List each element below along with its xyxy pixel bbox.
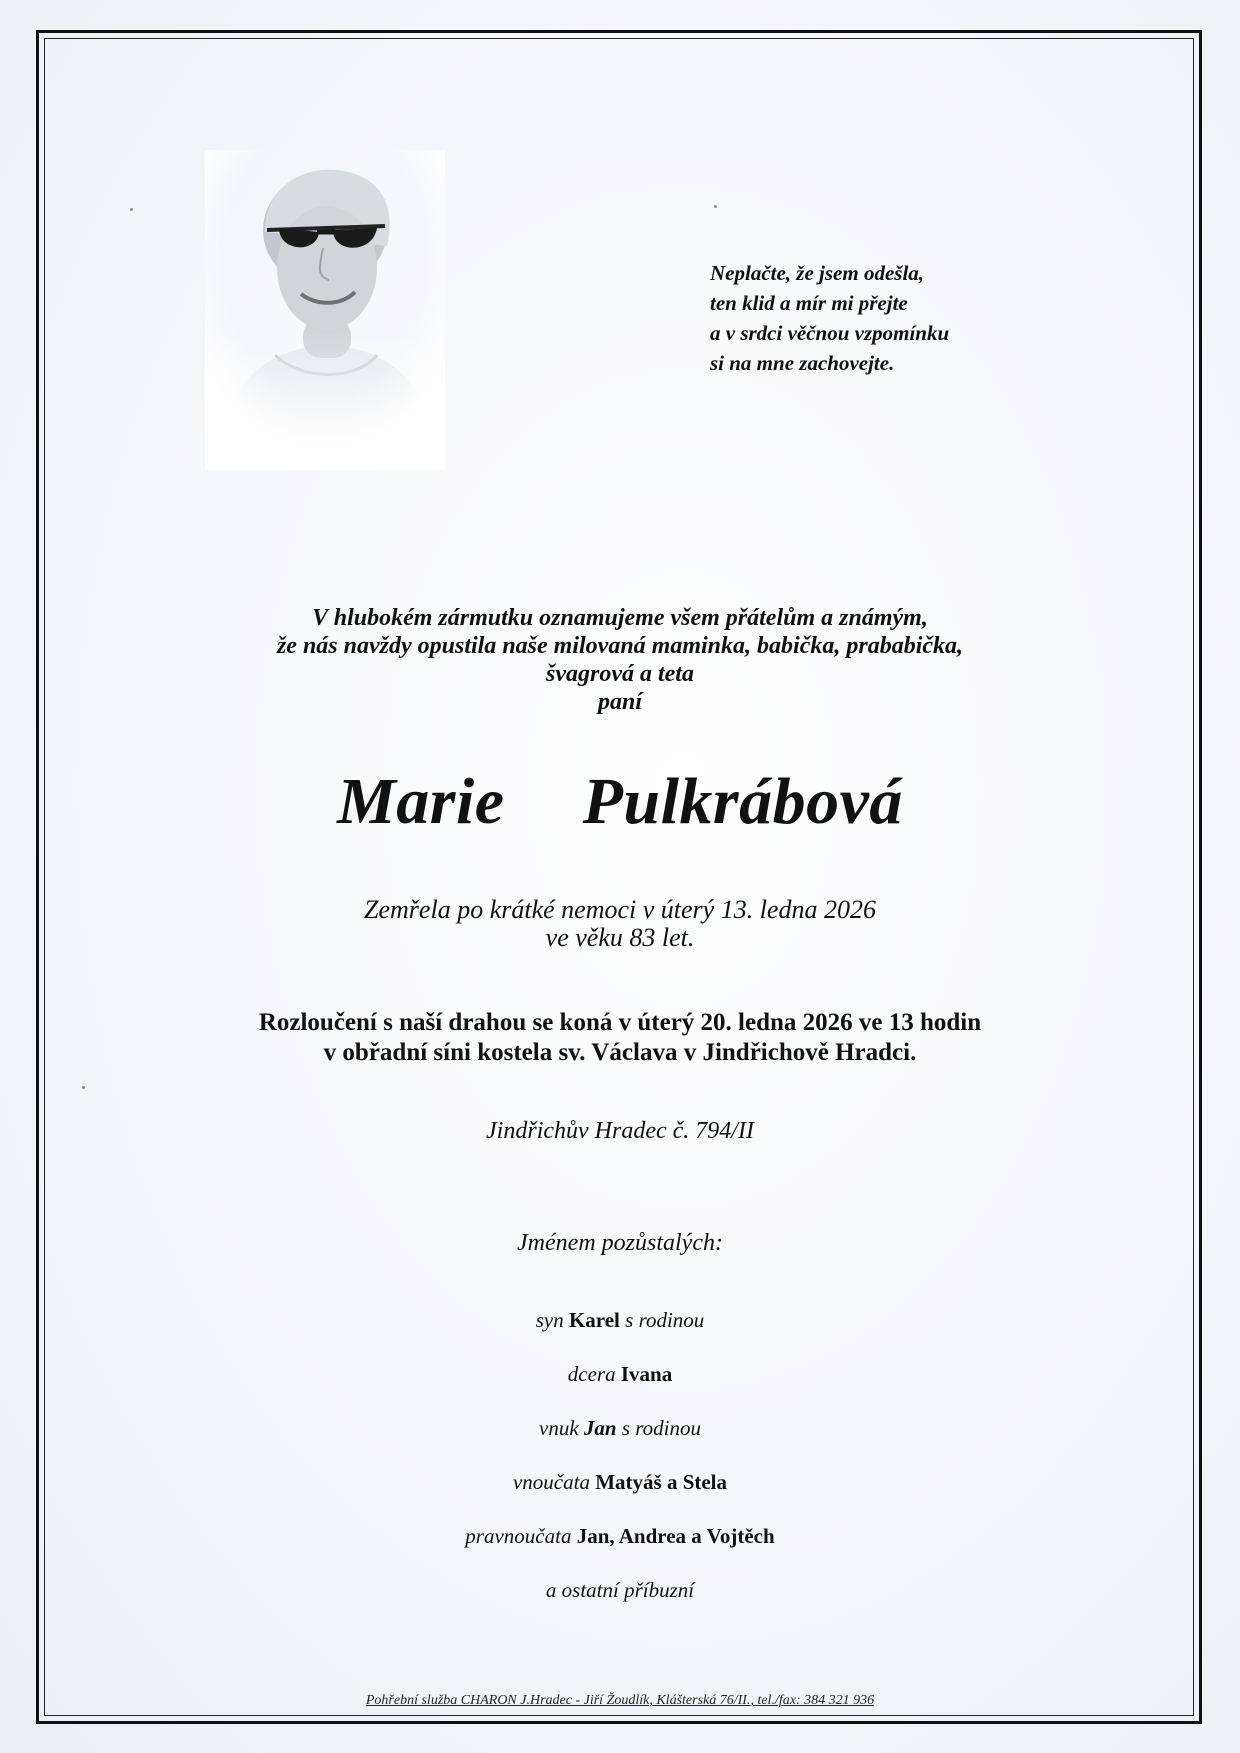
relation: pravnoučata — [465, 1524, 572, 1548]
mourner-row — [0, 1572, 1240, 1626]
poem-line: ten klid a mír mi přejte — [710, 291, 908, 315]
mourner-name: Jan, Andrea a Vojtěch — [576, 1524, 775, 1548]
relation-suffix: s rodinou — [625, 1308, 705, 1332]
relation: syn — [535, 1308, 564, 1332]
farewell-ceremony — [0, 1008, 1240, 1068]
ceremony-date-line: Rozloučení s naší drahou se koná v úterý 20. ledna 2026 ve 13 hodin — [258, 1009, 982, 1036]
death-details — [0, 896, 1240, 952]
ceremony-place-line: v obřadní síni kostela sv. Václava v Jindřichově Hradci. — [323, 1039, 917, 1066]
mourner-row — [0, 1464, 1240, 1518]
mourner-row — [0, 1518, 1240, 1572]
on-behalf-heading: Jménem pozůstalých: — [517, 1230, 723, 1256]
death-date-line: Zemřela po krátké nemoci v úterý 13. ledna 2026 — [364, 895, 876, 924]
announcement-line: švagrová a teta — [546, 661, 694, 687]
mourner-name: Karel — [568, 1308, 620, 1332]
announcement-line: že nás navždy opustila naše milovaná maminka, babička, prababička, — [276, 633, 964, 659]
memorial-poem — [710, 258, 1070, 378]
mourner-name: Jan — [583, 1416, 617, 1440]
relation-suffix: s rodinou — [621, 1416, 701, 1440]
funeral-service-footer: Pohřební služba CHARON J.Hradec - Jiří Žoudlík, Klášterská 76/II., tel./fax: 384 321 936 — [365, 1693, 875, 1708]
poem-line: si na mne zachovejte. — [710, 351, 895, 375]
relation: dcera — [567, 1362, 616, 1386]
poem-line: a v srdci věčnou vzpomínku — [710, 321, 950, 345]
family-address: Jindřichův Hradec č. 794/II — [486, 1118, 754, 1144]
relation: vnoučata — [512, 1470, 590, 1494]
mourner-name: Ivana — [620, 1362, 673, 1386]
announcement — [0, 604, 1240, 716]
announcement-line: V hlubokém zármutku oznamujeme všem přátelům a známým, — [312, 605, 928, 631]
mourner-name: Matyáš a Stela — [595, 1470, 728, 1494]
relation: a ostatní příbuzní — [545, 1578, 695, 1602]
announcement-line: paní — [597, 689, 642, 715]
portrait-photo — [205, 150, 445, 470]
age-line: ve věku 83 let. — [545, 923, 695, 952]
mourner-row — [0, 1410, 1240, 1464]
paper-speck — [714, 205, 717, 208]
poem-line: Neplačte, že jsem odešla, — [710, 261, 925, 285]
deceased-name: Marie Pulkrábová — [337, 765, 903, 838]
relation: vnuk — [539, 1416, 579, 1440]
mourner-row — [0, 1356, 1240, 1410]
mourner-row — [0, 1302, 1240, 1356]
mourners-list — [0, 1302, 1240, 1626]
paper-speck — [130, 208, 133, 211]
paper-speck — [82, 1086, 85, 1089]
